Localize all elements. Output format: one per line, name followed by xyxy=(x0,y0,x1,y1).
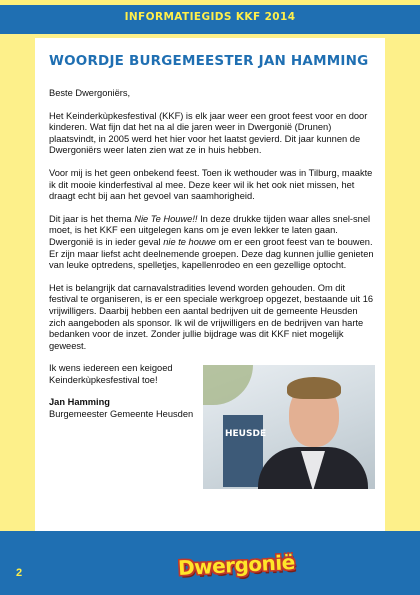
photo-tree xyxy=(203,365,253,405)
greeting: Beste Dwergoniërs, xyxy=(49,88,131,98)
photo-sign xyxy=(223,415,263,487)
photo-person-hair xyxy=(287,377,341,399)
paragraph-1: Het Keinderkùpkesfestival (KKF) is elk jaar weer een groot feest voor en door kinderen. Wat fijn dat het na al die jaren weer in Dwergonië (Drunen) plaatsvindt, in 2005 werd het hier voor het laatst gevierd. Dit jaar kunnen de Dwergoniërs weer laten zien wat ze in huis hebben. xyxy=(49,110,368,156)
paragraph-4: Het is belangrijk dat carnavalstradities levend worden gehouden. Om dit festival te organiseren, is er een speciale werkgroep opgezet, bestaande uit 16 vrijwilligers. Daarbij hebben een aantal bedrijven uit de gemeente Heusden zich aangeboden als sponsor. Ik wil de vrijwilligers en de bedrijven van harte bedanken voor de inzet. Zonder jullie bijdrage was dit KKF niet mogelijk geweest. xyxy=(49,282,374,351)
signature-title: Burgemeester Gemeente Heusden xyxy=(49,409,194,420)
theme-phrase: nie te houwe xyxy=(163,236,216,247)
photo-sign-text: HEUSDE xyxy=(225,429,267,439)
header-bar xyxy=(0,0,420,34)
header-band xyxy=(0,0,420,5)
paragraph-3 xyxy=(49,214,375,272)
article-card xyxy=(35,38,385,557)
paragraph-2: Voor mij is het geen onbekend feest. Toen ik wethouder was in Tilburg, maakte ik dit mooie kinderfestival al mee. Deze keer wil ik het ook niet missen, het draagt echt bij aan het gevoel van saamhorigheid. xyxy=(49,167,373,202)
paragraph-3-part-b: In deze drukke tijden waar alles snel-snel moet, is het KKF een uitgelegen kans om je even lekker te laten gaan. Dwergonië is in ieder geval xyxy=(49,213,371,247)
mayor-photo xyxy=(203,365,375,489)
theme-name: Nie Te Houwe!! xyxy=(134,213,198,224)
signature-name: Jan Hamming xyxy=(49,397,110,408)
signature xyxy=(49,397,201,420)
page-number: 2 xyxy=(16,567,23,579)
dwergonie-logo: Dwergonië xyxy=(177,549,296,581)
paragraph-3-part-a: Dit jaar is het thema xyxy=(49,213,135,224)
paragraph-3-part-c: om er een groot feest van te bouwen. Er zijn maar liefst acht deelnemende groepen. Deze dag kunnen jullie genieten van leuke optredens, spelletjes, kapellenrodeo en een gezellige optocht. xyxy=(49,236,374,271)
article-heading: WOORDJE BURGEMEESTER JAN HAMMING xyxy=(49,53,369,69)
footer-bar xyxy=(0,531,420,595)
header-title: INFORMATIEGIDS KKF 2014 xyxy=(124,11,296,23)
closing-line: Ik wens iedereen een keigoed Keinderkùpkesfestival toe! xyxy=(49,363,173,385)
